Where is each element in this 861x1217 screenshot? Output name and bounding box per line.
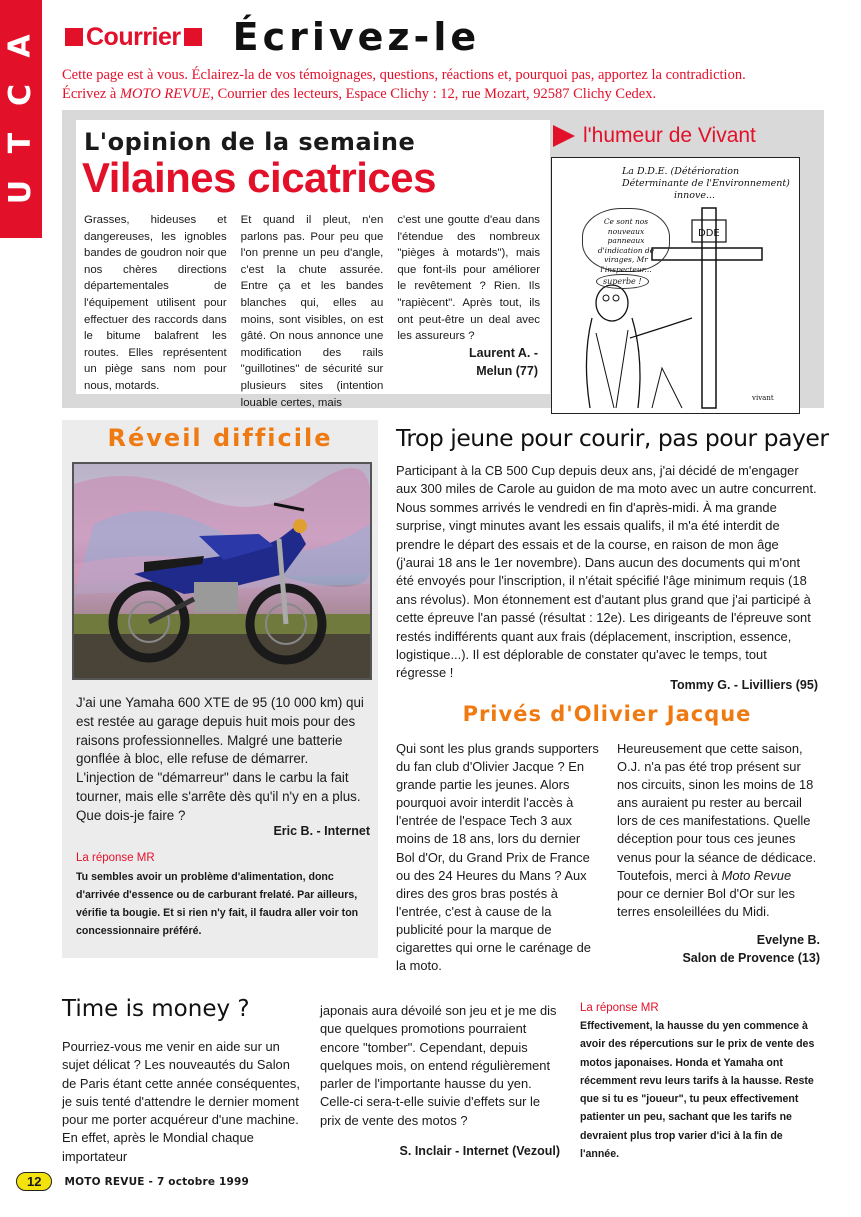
response-label: La réponse MR [580,1002,659,1014]
time-money-response [580,1002,820,1163]
prives-signature: Evelyne B. Salon de Provence (13) [682,932,820,965]
page-title: Écrivez-le [232,15,481,59]
reply-bubble: superbe ! [596,274,649,289]
section-label: Courrier [62,23,205,52]
reveil-title: Réveil difficile [107,424,333,452]
response-text: Tu sembles avoir un problème d'alimentation, donc d'arrivée d'essence ou de carburant frelaté. Par ailleurs, vérifie ta bougie. Et si rien n'y fait, il faudra aller voir ton concessionnaire préféré. [76,871,359,937]
time-money-column-2: japonais aura dévoilé son jeu et je me dis que quelques promotions pourraient encore "tomber". Cependant, depuis quelques mois, on entend régulièrement parler de l'importante hausse du yen. Celle-ci sera-t-elle suivie d'effets sur le prix de vente des motos ? [320,1003,557,1128]
opinion-columns [84,212,540,411]
cartoon-illustration [551,157,800,414]
time-money-columns [62,1002,560,1166]
response-label: La réponse MR [76,852,155,864]
time-money-column-1: Pourriez-vous me venir en aide sur un sujet délicat ? Les nouveautés du Salon de Paris étant cette année conséquentes, je suis tenté d'attendre le dernier moment pour me porter acquéreur d'une machine. En effet, après le Mondial chaque importateur [62,1039,300,1164]
svg-text:DDE: DDE [698,228,720,239]
section-tab-actu [0,0,42,238]
prives-columns [396,740,820,975]
opinion-column-2: Et quand il pleut, n'en parlons pas. Pour peu que l'on prenne un peu d'angle, c'est la chute assurée. Entre ça et les bandes blanches qui, elles au moins, sont visibles, on est gâté. On nous annonce une modification des rails "guillotines" de sécurité sur plusieurs sites (intention louable certes, mais [240,214,384,409]
trop-jeune-title: Trop jeune pour courir, pas pour payer [396,424,829,452]
page-number: 12 [16,1172,52,1191]
reveil-letter: J'ai une Yamaha 600 XTE de 95 (10 000 km) qui est restée au garage depuis huit mois pour des raisons professionnelles. Malgré une batterie gonflée à bloc, elle refuse de démarrer. L'injection de "démarreur" dans le carbu la fait tourner, mais elle s'arrête dès qu'il n'y en a plus. Que dois-je faire ? [76,695,364,823]
tab-letter: C [3,83,38,106]
opinion-signature: Laurent A. - Melun (77) [469,346,538,378]
prives-column-2: Heureusement que cette saison, O.J. n'a pas été trop présent sur nos circuits, sinon les moins de 18 ans auraient pu rester au bercail lors de ces manifestations. Quelle déception pour tous ces jeunes venus pour la séance de dédicace. Toutefois, merci à Moto Revue pour ce dernier Bol d'Or sur les terres ensoleillées du Midi. Evelyne B. Salon de Provence (13) [617,741,820,965]
square-icon [184,28,202,46]
publication-info: MOTO REVUE - 7 octobre 1999 [64,1175,250,1188]
square-icon [65,28,83,46]
speech-bubble: Ce sont nos nouveaux panneaux d'indication de virages, Mr l'inspecteur... [582,208,670,272]
motorcycle-drawing [74,464,370,678]
humeur-header [553,124,815,148]
opinion-article [76,120,550,409]
tab-letter: T [3,133,38,154]
reveil-response [76,852,370,940]
opinion-title: Vilaines cicatrices [82,154,436,201]
response-text: Effectivement, la hausse du yen commence à avoir des répercutions sur le prix de vente des motos japonaises. Honda et Yamaha ont récemment revu leurs tarifs à la hausse. Reste que si tu es "joueur", tu peux effectivement patienter un peu, sachant que les tarifs ne devraient plus trop varier d'ici à la fin de l'année. [580,1020,815,1161]
trop-jeune-letter: Participant à la CB 500 Cup depuis deux ans, j'ai décidé de m'engager aux 300 miles de Carole au guidon de ma moto avec un autre concurrent. Nous sommes arrivés le vendredi en fin d'après-midi. À ma grande surprise, vingt minutes avant les essais qualifs, il m'a été interdit de prendre le départ des essais et de la course, en raison de mon âge (j'aurai 18 ans le 1er novembre). Dans aucun des documents qui m'ont été envoyés pour l'inscription, il n'était spécifié l'âge minimum requis (18 ans révolus). Mon étonnement est d'autant plus grand que j'ai participé à cette épreuve l'an passé (résultat : 12e). Les dirigeants de l'épreuve sont restés indifférents quant aux frais (déplacement, inscription, essence, logistique...). Il est déplorable de constater qu'avec le temps, tout régresse ! [396,463,817,681]
triangle-arrow-icon [553,125,575,147]
page-footer [16,1172,249,1191]
cartoon-caption: La D.D.E. (Détérioration Déterminante de l'Environnement) innove... [622,166,790,201]
prives-column-1: Qui sont les plus grands supporters du fan club d'Olivier Jacque ? En grande partie les jeunes. Alors pourquoi avoir interdit l'accès à l'entrée de l'espace Tech 3 aux moins de 18 ans, lors du dernier Bol d'Or, du Grand Prix de France ou des 24 Heures du Mans ? Aux dires des gros bras postés à l'entrée, c'est à cause de la publicité pour la marque de cigarettes qui orne le carénage de la moto. [396,741,599,974]
opinion-column-1: Grasses, hideuses et dangereuses, les ignobles bandes de goudron noir que nos chères directions départementales de l'équipement utilisent pour effectuer des raccords dans le bitume balafrent les routes. Elles représentent un piège sans nom pour nous, motards. [84,214,227,392]
intro-line-1: Cette page est à vous. Éclairez-la de vos témoignages, questions, réactions et, pourquoi pas, apportez la contradiction. [62,67,746,83]
time-money-title: Time is money ? [62,996,250,1022]
tab-letter: A [3,34,38,58]
intro-line-2: Écrivez à MOTO REVUE, Courrier des lecteurs, Espace Clichy : 12, rue Mozart, 92587 Clichy Cedex. [62,86,657,102]
motorcycle-photo [72,462,372,680]
time-money-signature: S. Inclair - Internet (Vezoul) [399,1144,560,1158]
opinion-kicker: L'opinion de la semaine [84,128,416,156]
reveil-signature: Eric B. - Internet [273,824,370,838]
intro-text [62,66,842,104]
opinion-column-3: c'est une goutte d'eau dans l'étendue des nombreux "pièges à motards"), mais que font-ils pour améliorer le revêtement ? Rien. Ils "rapiècent". Après tout, ils ont peut-être un deal avec les assureurs ? [397,214,541,343]
tab-letter: U [3,180,38,205]
svg-text:vivant: vivant [752,394,774,402]
trop-jeune-signature: Tommy G. - Livilliers (95) [670,678,818,692]
prives-title: Privés d'Olivier Jacque [462,702,752,726]
humeur-title: l'humeur de Vivant [583,124,756,147]
page-header [62,12,842,62]
